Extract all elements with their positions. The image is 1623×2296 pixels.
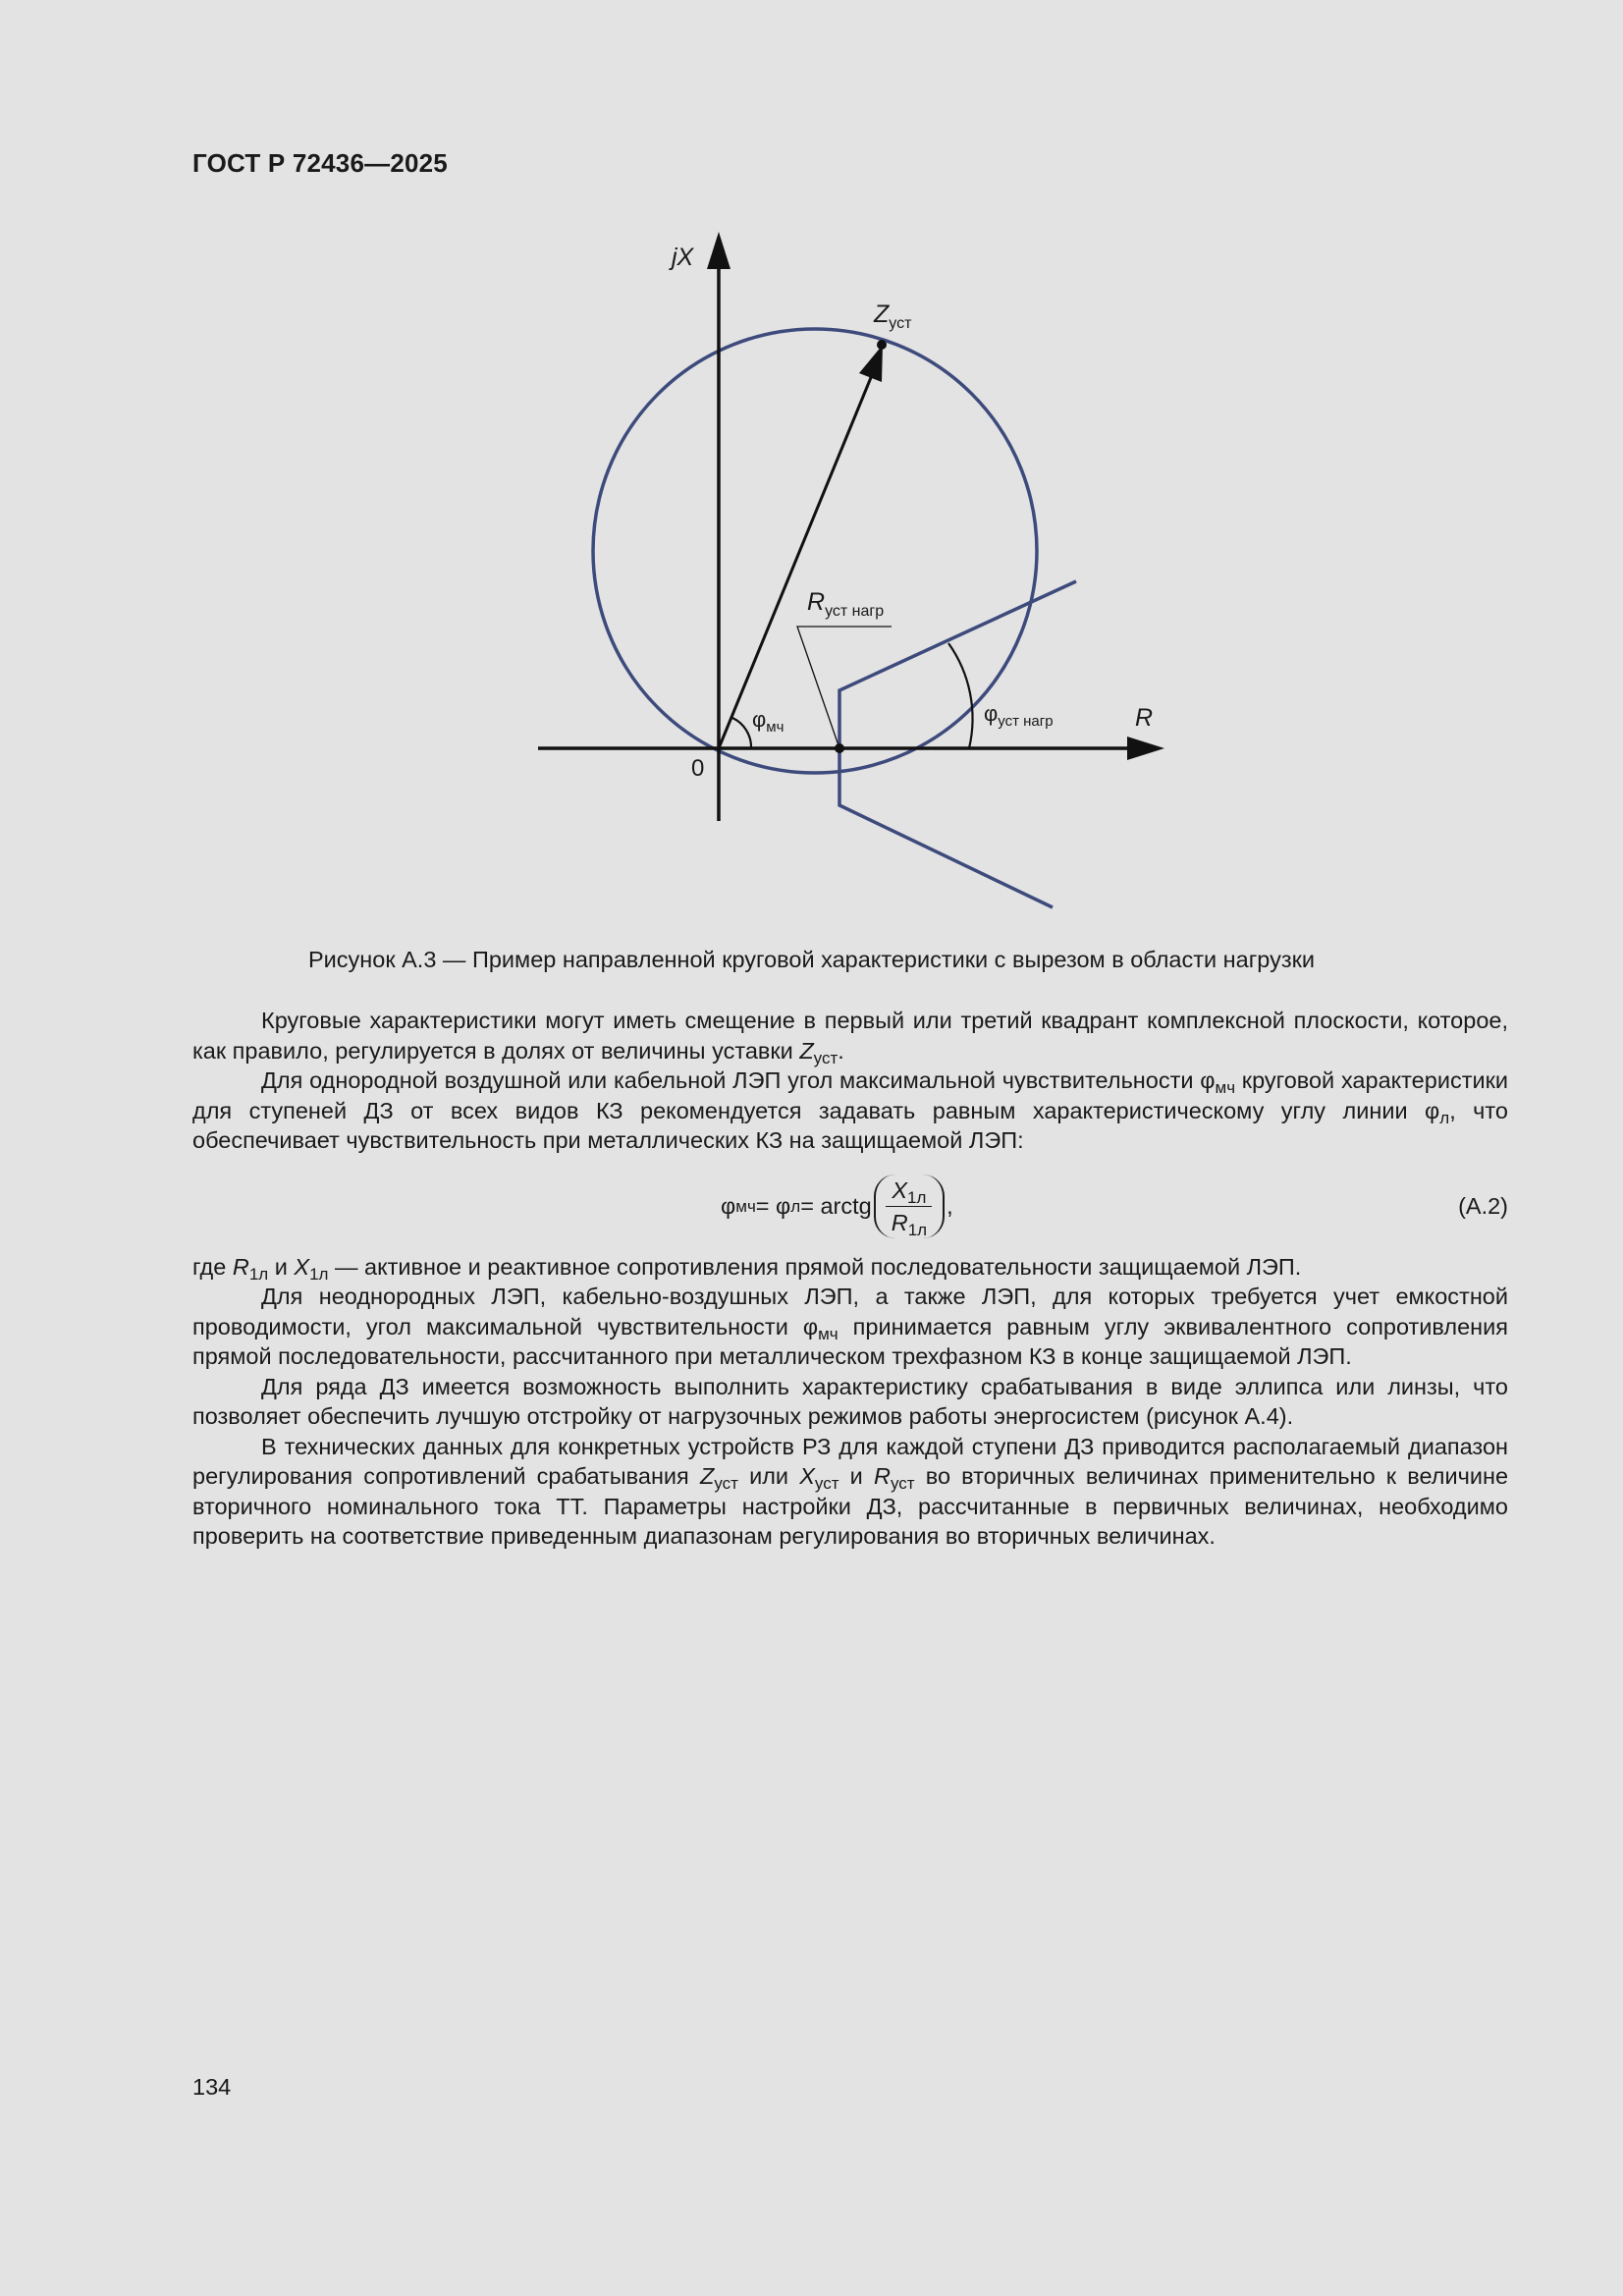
formula-expression: φ мч = φ л = arctg $\frac{X_{1л}}{R_{1л}}$ , xyxy=(721,1162,953,1252)
circular-characteristic-figure xyxy=(0,0,1623,943)
z-setting-label: $Z_{уст}$ xyxy=(874,301,912,332)
body-text xyxy=(192,1006,1508,1552)
jx-axis-label: jX xyxy=(672,244,694,271)
r-axis-label: R xyxy=(1135,704,1154,732)
r-axis-arrow-icon xyxy=(1127,737,1164,760)
paragraph-1: Круговые характеристики могут иметь смещение в первый или третий квадрант комплексной плоскости, которое, как правило, регулируется в долях от величины уставки $Z_{уст}$. xyxy=(192,1008,1508,1067)
formula-fraction: $\frac{X_{1л}}{R_{1л}}$ xyxy=(874,1175,945,1238)
r-load-point xyxy=(835,743,844,753)
origin-label: 0 xyxy=(691,755,705,782)
load-cutout-line xyxy=(839,581,1076,907)
paragraph-2: Для однородной воздушной или кабельной ЛЭП угол максимальной чувствительности $\varphi_{мч}$ круговой характеристики для ступеней ДЗ от всех видов КЗ рекомендуется задавать равным характеристическому углу линии $\varphi_л$, что обеспечивает чувствительность при металлических КЗ на защищаемой ЛЭП: xyxy=(192,1067,1508,1153)
r-load-label: $R_{уст нагр}$ xyxy=(807,588,885,620)
phi-mch-arc xyxy=(732,718,751,748)
jx-axis-arrow-icon xyxy=(707,232,730,269)
formula-a2 xyxy=(192,1162,1508,1252)
paragraph-3: где $R_{1л}$ и $X_{1л}$ — активное и реактивное сопротивления прямой последовательности защищаемой ЛЭП. xyxy=(192,1253,1302,1284)
document-header: ГОСТ Р 72436—2025 xyxy=(192,148,448,178)
paragraph-5: Для ряда ДЗ имеется возможность выполнить характеристику срабатывания в виде эллипса или линзы, что позволяет обеспечить лучшую отстройку от нагрузочных режимов работы энергосистем (рисунок А.4). xyxy=(192,1373,1508,1429)
characteristic-circle xyxy=(593,329,1037,773)
phi-load-arc xyxy=(948,643,973,748)
paragraph-6: В технических данных для конкретных устройств РЗ для каждой ступени ДЗ приводится располагаемый диапазон регулирования сопротивлений срабатывания $Z_{уст}$ или $X_{уст}$ и $R_{уст}$ во вторичных величинах применительно к величине вторичного номинального тока ТТ. Параметры настройки ДЗ, рассчитанные в первичных величинах, необходимо проверить на соответствие приведенным диапазонам регулирования во вторичных величинах. xyxy=(192,1433,1509,1549)
figure-caption: Рисунок А.3 — Пример направленной круговой характеристики с вырезом в области нагрузки xyxy=(307,947,1316,972)
phi-load-label: $\varphi_{уст нагр}$ xyxy=(984,701,1054,730)
z-setting-vector xyxy=(719,375,872,748)
phi-mch-label: $\varphi_{мч}$ xyxy=(752,707,784,736)
page-number: 134 xyxy=(192,2074,232,2100)
z-setting-point xyxy=(877,340,887,350)
formula-number: (А.2) xyxy=(1458,1193,1508,1220)
paragraph-4: Для неоднородных ЛЭП, кабельно-воздушных ЛЭП, а также ЛЭП, для которых требуется учет емкостной проводимости, угол максимальной чувствительности $\varphi_{мч}$ принимается равным углу эквивалентного сопротивления прямой последовательности, рассчитанного при металлическом трехфазном КЗ в конце защищаемой ЛЭП. xyxy=(192,1284,1508,1369)
z-setting-arrow-icon xyxy=(859,345,883,382)
